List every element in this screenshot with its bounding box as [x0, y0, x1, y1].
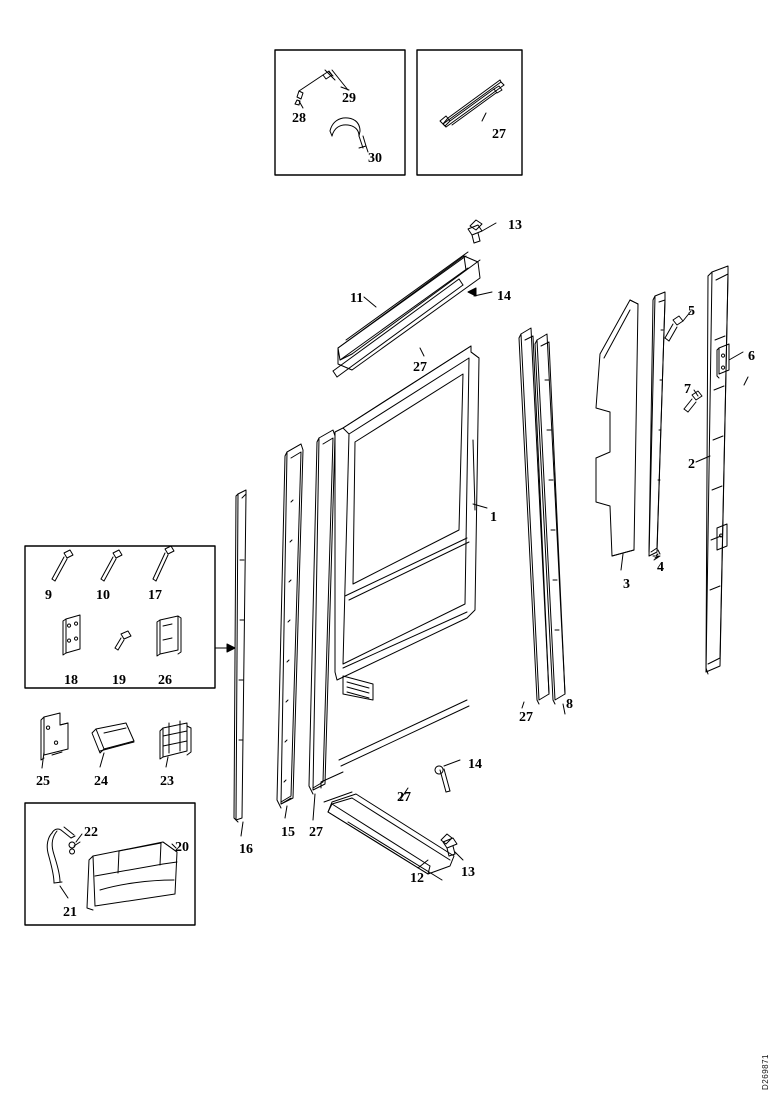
callout-10: 10 [96, 588, 110, 603]
callout-2: 2 [688, 457, 695, 472]
callout-5: 5 [688, 304, 695, 319]
callout-30: 30 [368, 151, 382, 166]
callout-26: 26 [158, 673, 172, 688]
callout-15: 15 [281, 825, 295, 840]
callout-9: 9 [45, 588, 52, 603]
callout-13-upper: 13 [508, 218, 522, 233]
callout-11: 11 [350, 291, 364, 306]
callout-27-upper-rail: 27 [413, 360, 427, 375]
callout-27-lower-rail: 27 [397, 790, 411, 805]
drawing-reference-code: D269871 [761, 1054, 770, 1090]
callout-19: 19 [112, 673, 126, 688]
callout-8: 8 [566, 697, 573, 712]
callout-27-front: 27 [309, 825, 323, 840]
callout-3: 3 [623, 577, 630, 592]
callout-13-lower: 13 [461, 865, 475, 880]
callout-18: 18 [64, 673, 78, 688]
callout-20: 20 [175, 840, 189, 855]
callout-14-lower: 14 [468, 757, 482, 772]
callout-12: 12 [410, 871, 424, 886]
callout-27-right: 27 [519, 710, 533, 725]
callout-24: 24 [94, 774, 108, 789]
callout-25: 25 [36, 774, 50, 789]
callout-6: 6 [748, 349, 755, 364]
callout-21: 21 [63, 905, 77, 920]
callout-7: 7 [684, 382, 691, 397]
callout-14-upper: 14 [497, 289, 511, 304]
callout-23: 23 [160, 774, 174, 789]
callout-27-inset: 27 [492, 127, 506, 142]
callout-16: 16 [239, 842, 253, 857]
callout-4: 4 [657, 560, 664, 575]
callout-29: 29 [342, 91, 356, 106]
callout-17: 17 [148, 588, 162, 603]
callout-1: 1 [490, 510, 497, 525]
callout-28: 28 [292, 111, 306, 126]
callout-22: 22 [84, 825, 98, 840]
